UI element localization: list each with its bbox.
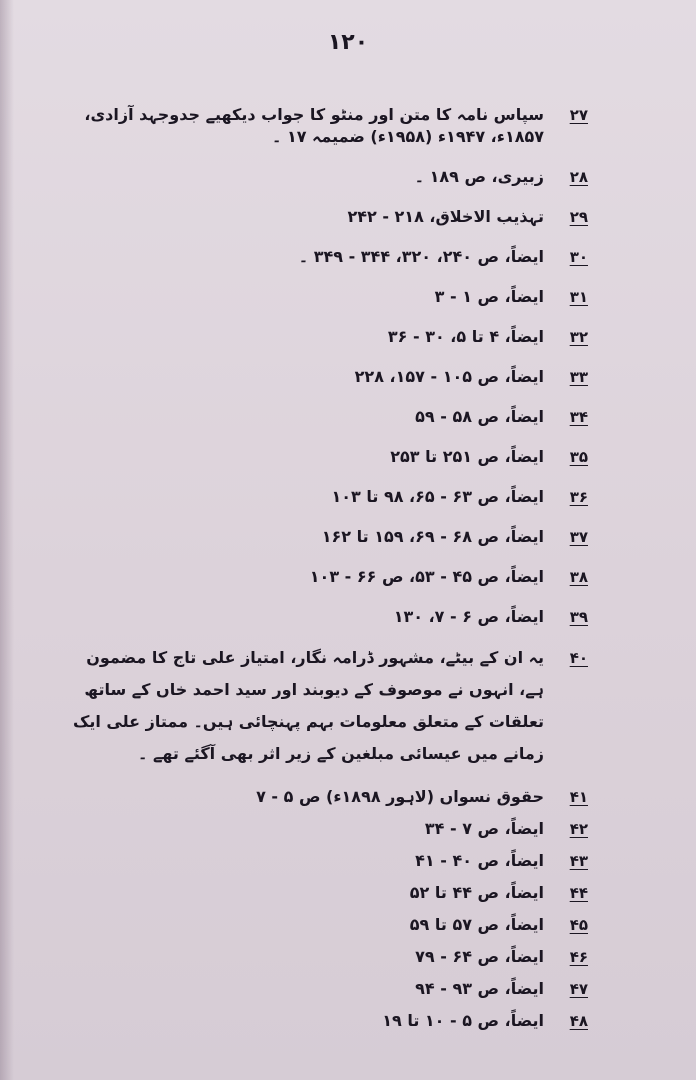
endnote-text: سپاس نامہ کا متن اور منٹو کا جواب دیکھیے جدوجہد آزادی، ۱۸۵۷ء، ۱۹۴۷ء (۱۹۵۸ء) ضمیمہ ۱۷ ۔ [84,105,544,146]
endnote-text: حقوق نسواں (لاہور ۱۸۹۸ء) ص ۵ - ۷ [256,787,544,806]
endnote-item [58,246,588,268]
endnote-text: ایضاً، ص ۶۳ - ۶۵، ۹۸ تا ۱۰۳ [331,487,544,506]
endnote-text: ایضاً، ص ۴۰ - ۴۱ [415,851,544,870]
endnote-item [58,446,588,468]
endnote-item [58,206,588,228]
endnote-number: ۳۶ [569,488,588,506]
endnote-text: ایضاً، ص ۴۵ - ۵۳، ص ۶۶ - ۱۰۳ [309,567,544,586]
endnote-number: ۳۰ [569,248,588,266]
endnote-number: ۳۸ [569,568,588,586]
endnote-text: ایضاً، ص ۷ - ۳۴ [424,819,544,838]
endnote-number: ۳۴ [569,408,588,426]
endnote-item [58,786,588,808]
endnote-number: ۴۴ [569,884,588,902]
endnote-item [58,366,588,388]
endnote-number: ۳۱ [569,288,588,306]
endnote-item [58,406,588,428]
endnote-number: ۴۵ [569,916,588,934]
endnote-text: ایضاً، ص ۹۳ - ۹۴ [415,979,544,998]
endnote-number: ۲۷ [569,106,588,124]
endnote-text: ایضاً، ص ۶۴ - ۷۹ [415,947,544,966]
endnote-number: ۳۳ [569,368,588,386]
endnote-text: ایضاً، ص ۲۵۱ تا ۲۵۳ [390,447,544,466]
endnote-text: ایضاً، ص ۵ - ۱۰ تا ۱۹ [382,1011,544,1030]
endnote-text: ایضاً، ص ۱۰۵ - ۱۵۷، ۲۲۸ [354,367,544,386]
endnote-number: ۳۲ [569,328,588,346]
endnote-text: زبیری، ص ۱۸۹ ۔ [414,167,544,186]
endnote-item [58,166,588,188]
endnote-item [58,1010,588,1032]
endnote-number: ۴۱ [569,788,588,806]
endnote-text: تہذیب الاخلاق، ۲۱۸ - ۲۴۲ [347,207,544,226]
endnote-text: ایضاً، ص ۱ - ۳ [434,287,544,306]
endnote-number: ۴۳ [569,852,588,870]
endnote-item [58,642,588,770]
endnote-item [58,104,588,148]
endnote-number: ۲۹ [569,208,588,226]
endnote-item [58,850,588,872]
endnote-number: ۳۹ [569,608,588,626]
endnote-text: یہ ان کے بیٹے، مشہور ڈرامہ نگار، امتیاز علی تاج کا مضمون ہے، انہوں نے موصوف کے دیوبند اور سید احمد خاں کے ساتھ تعلقات کے متعلق معلومات بہم پہنچائی ہیں۔ ممتاز علی ایک زمانے میں عیسائی مبلغین کے زیر اثر بھی آگئے تھے ۔ [72,648,544,763]
endnote-item [58,606,588,628]
endnote-text: ایضاً، ص ۶ - ۷، ۱۳۰ [393,607,544,626]
endnote-number: ۳۵ [569,448,588,466]
endnote-item [58,978,588,1000]
endnote-number: ۳۷ [569,528,588,546]
endnote-item [58,946,588,968]
endnote-item [58,486,588,508]
endnote-item [58,526,588,548]
endnote-text: ایضاً، ص ۵۷ تا ۵۹ [409,915,544,934]
endnote-item [58,882,588,904]
endnote-item [58,566,588,588]
endnote-text: ایضاً، ص ۶۸ - ۶۹، ۱۵۹ تا ۱۶۲ [321,527,544,546]
endnote-text: ایضاً، ص ۲۴۰، ۳۲۰، ۳۴۴ - ۳۴۹ ۔ [298,247,544,266]
page-number: ۱۲۰ [327,30,369,55]
endnote-text: ایضاً، ۴ تا ۵، ۳۰ - ۳۶ [387,327,544,346]
endnote-item [58,326,588,348]
endnote-number: ۴۲ [569,820,588,838]
endnote-item [58,914,588,936]
endnote-item [58,286,588,308]
endnotes-list [58,92,588,1032]
endnote-text: ایضاً، ص ۵۸ - ۵۹ [415,407,544,426]
endnote-item [58,818,588,840]
endnote-number: ۴۰ [569,649,588,667]
endnote-number: ۲۸ [569,168,588,186]
endnote-number: ۴۶ [569,948,588,966]
endnote-number: ۴۷ [569,980,588,998]
endnote-number: ۴۸ [569,1012,588,1030]
endnote-text: ایضاً، ص ۴۴ تا ۵۲ [409,883,544,902]
